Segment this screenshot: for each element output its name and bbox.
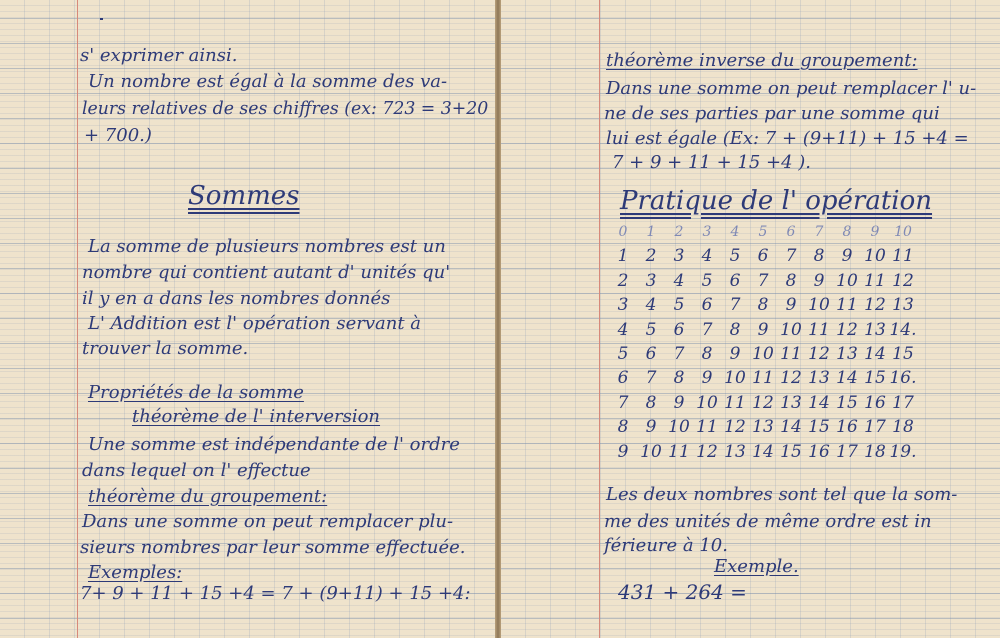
table-cell: 6 bbox=[645, 344, 657, 364]
table-cell: 15 bbox=[836, 392, 858, 413]
table-cell: 0 bbox=[618, 224, 628, 240]
table-cell: 11 bbox=[892, 246, 914, 267]
table-cell: 6 bbox=[673, 319, 685, 340]
table-cell: 4 bbox=[673, 270, 685, 291]
table-cell: 4 bbox=[645, 295, 657, 316]
table-cell: 10 bbox=[752, 344, 774, 364]
table-cell: 6 bbox=[729, 270, 741, 291]
left-line-1: s' exprimer ainsi. bbox=[80, 45, 238, 66]
subtitle-groupement: théorème du groupement: bbox=[88, 486, 328, 507]
table-cell: 1 bbox=[646, 224, 656, 240]
table-cell: 16 bbox=[836, 417, 858, 438]
table-cell: 8 bbox=[645, 392, 657, 413]
left-line-16: Dans une somme on peut remplacer plu- bbox=[82, 511, 454, 532]
right-line-2: Dans une somme on peut remplacer l' u- bbox=[606, 78, 977, 99]
table-cell: 7 bbox=[785, 246, 797, 267]
table-cell: 16 bbox=[808, 441, 830, 462]
table-cell: 12 bbox=[808, 344, 830, 364]
table-cell: 1 bbox=[617, 246, 629, 267]
table-cell: 13 bbox=[892, 295, 914, 316]
left-line-17: sieurs nombres par leur somme effectuée. bbox=[80, 537, 466, 558]
left-line-10: trouver la somme. bbox=[82, 338, 249, 359]
table-cell: 8 bbox=[785, 270, 797, 291]
left-line-19: 7+ 9 + 11 + 15 +4 = 7 + (9+11) + 15 +4: bbox=[80, 583, 471, 604]
table-cell: 10 bbox=[836, 270, 858, 291]
table-cell: 2 bbox=[645, 246, 657, 267]
table-cell: 12 bbox=[836, 319, 858, 340]
table-cell: 14 bbox=[836, 368, 858, 389]
right-line-after-3: férieure à 10. bbox=[604, 535, 728, 556]
table-cell: 10 bbox=[780, 319, 802, 340]
table-cell: 3 bbox=[702, 224, 712, 240]
left-page bbox=[0, 0, 495, 638]
table-cell: 3 bbox=[645, 270, 657, 291]
table-cell: 4 bbox=[701, 246, 713, 267]
table-cell: 7 bbox=[814, 224, 824, 240]
table-cell: 5 bbox=[729, 246, 741, 267]
table-cell: 8 bbox=[813, 246, 825, 267]
table-cell: 13 bbox=[724, 441, 746, 462]
table-cell: 9 bbox=[870, 224, 880, 240]
table-cell: 14 bbox=[752, 441, 774, 462]
table-cell: 10 bbox=[808, 295, 830, 316]
table-cell: 9 bbox=[673, 392, 685, 413]
table-cell: 8 bbox=[757, 295, 769, 316]
table-cell: 9 bbox=[841, 246, 853, 267]
subtitle-interversion: théorème de l' interversion bbox=[132, 406, 381, 427]
table-cell: 16 bbox=[864, 392, 886, 413]
table-cell: 2 bbox=[617, 270, 629, 291]
table-cell: 17 bbox=[836, 441, 858, 462]
table-cell: 15 bbox=[780, 441, 802, 462]
table-cell: 12 bbox=[724, 417, 746, 438]
table-cell: 12 bbox=[780, 368, 802, 389]
table-cell: 11 bbox=[752, 368, 774, 389]
table-cell: 11 bbox=[836, 295, 858, 316]
subtitle-proprietes: Propriétés de la somme bbox=[88, 382, 304, 403]
table-cell: 8 bbox=[673, 368, 685, 389]
left-line-13: Une somme est indépendante de l' ordre bbox=[88, 434, 460, 455]
label-exemples: Exemples: bbox=[88, 562, 183, 583]
right-line-after-1: Les deux nombres sont tel que la som- bbox=[606, 484, 958, 505]
right-margin-line bbox=[599, 0, 600, 638]
table-cell: 13 bbox=[780, 392, 802, 413]
left-line-14: dans lequel on l' effectue bbox=[82, 460, 311, 481]
table-cell: 11 bbox=[724, 392, 746, 413]
table-cell: 7 bbox=[617, 392, 629, 413]
table-cell: 5 bbox=[673, 295, 685, 316]
subtitle-groupement-inverse: théorème inverse du groupement: bbox=[606, 50, 918, 71]
table-cell: 6 bbox=[786, 224, 796, 240]
table-cell: 10 bbox=[864, 246, 886, 267]
section-title-pratique: Pratique de l' opération bbox=[620, 186, 933, 216]
table-cell: 5 bbox=[617, 344, 629, 364]
table-cell: 7 bbox=[701, 319, 713, 340]
table-cell: 17 bbox=[864, 417, 886, 438]
table-cell: 5 bbox=[645, 319, 657, 340]
table-cell: 9 bbox=[813, 270, 825, 291]
table-cell: 4 bbox=[617, 319, 629, 340]
table-cell: 2 bbox=[674, 224, 684, 240]
table-cell: 12 bbox=[892, 270, 914, 291]
left-line-3: leurs relatives de ses chiffres (ex: 723 = 3+20 bbox=[82, 98, 489, 119]
table-cell: 8 bbox=[701, 344, 713, 364]
table-cell: 9 bbox=[729, 344, 741, 364]
table-cell: 7 bbox=[757, 270, 769, 291]
table-cell: 14 bbox=[864, 344, 886, 364]
table-cell: 18 bbox=[892, 417, 914, 438]
table-cell: 3 bbox=[673, 246, 685, 267]
table-cell: 15 bbox=[864, 368, 886, 389]
table-cell: 13 bbox=[836, 344, 858, 364]
right-line-4: lui est égale (Ex: 7 + (9+11) + 15 +4 = bbox=[606, 128, 969, 149]
table-cell: 19. bbox=[889, 441, 917, 462]
table-cell: 9 bbox=[645, 417, 657, 438]
table-cell: 8 bbox=[842, 224, 852, 240]
table-cell: 9 bbox=[617, 441, 629, 462]
table-cell: 15 bbox=[808, 417, 830, 438]
left-line-9: L' Addition est l' opération servant à bbox=[88, 313, 421, 334]
table-cell: 8 bbox=[729, 319, 741, 340]
table-cell: 13 bbox=[752, 417, 774, 438]
table-cell: 11 bbox=[780, 344, 802, 364]
table-cell: 3 bbox=[617, 295, 629, 316]
table-cell: 13 bbox=[808, 368, 830, 389]
table-cell: 10 bbox=[696, 392, 718, 413]
left-line-2: Un nombre est égal à la somme des va- bbox=[88, 71, 448, 92]
table-cell: 7 bbox=[645, 368, 657, 389]
table-cell: 12 bbox=[696, 441, 718, 462]
right-line-5: 7 + 9 + 11 + 15 +4 ). bbox=[612, 152, 812, 173]
label-exemple: Exemple. bbox=[714, 556, 799, 577]
table-cell: 10 bbox=[724, 368, 746, 389]
table-cell: 14 bbox=[808, 392, 830, 413]
table-cell: 8 bbox=[617, 417, 629, 438]
table-cell: 14. bbox=[889, 319, 917, 340]
left-line-6: La somme de plusieurs nombres est un bbox=[88, 236, 446, 257]
table-cell: 10 bbox=[894, 224, 912, 240]
table-cell: 7 bbox=[673, 344, 685, 364]
ink-mark bbox=[100, 18, 103, 20]
table-cell: 18 bbox=[864, 441, 886, 462]
table-cell: 9 bbox=[785, 295, 797, 316]
table-cell: 10 bbox=[640, 441, 662, 462]
left-margin-line bbox=[77, 0, 78, 638]
table-cell: 4 bbox=[730, 224, 740, 240]
table-cell: 12 bbox=[864, 295, 886, 316]
table-cell: 15 bbox=[892, 344, 914, 364]
table-cell: 6 bbox=[757, 246, 769, 267]
table-cell: 11 bbox=[696, 417, 718, 438]
section-title-sommes: Sommes bbox=[188, 181, 300, 211]
left-line-7: nombre qui contient autant d' unités qu' bbox=[82, 262, 451, 283]
table-cell: 9 bbox=[701, 368, 713, 389]
table-cell: 11 bbox=[808, 319, 830, 340]
left-line-4: + 700.) bbox=[84, 125, 152, 146]
right-line-3: ne de ses parties par une somme qui bbox=[604, 103, 940, 124]
table-cell: 17 bbox=[892, 392, 914, 413]
table-cell: 14 bbox=[780, 417, 802, 438]
table-cell: 11 bbox=[668, 441, 690, 462]
table-cell: 13 bbox=[864, 319, 886, 340]
table-cell: 6 bbox=[701, 295, 713, 316]
table-cell: 5 bbox=[701, 270, 713, 291]
table-cell: 16. bbox=[889, 368, 917, 389]
right-line-after-2: me des unités de même ordre est in bbox=[604, 511, 932, 532]
table-cell: 9 bbox=[757, 319, 769, 340]
table-cell: 5 bbox=[758, 224, 768, 240]
table-cell: 10 bbox=[668, 417, 690, 438]
left-line-8: il y en a dans les nombres donnés bbox=[82, 288, 391, 309]
example-431-264: 431 + 264 = bbox=[618, 580, 747, 604]
table-cell: 11 bbox=[864, 270, 886, 291]
table-cell: 6 bbox=[617, 368, 629, 389]
table-cell: 7 bbox=[729, 295, 741, 316]
table-cell: 12 bbox=[752, 392, 774, 413]
